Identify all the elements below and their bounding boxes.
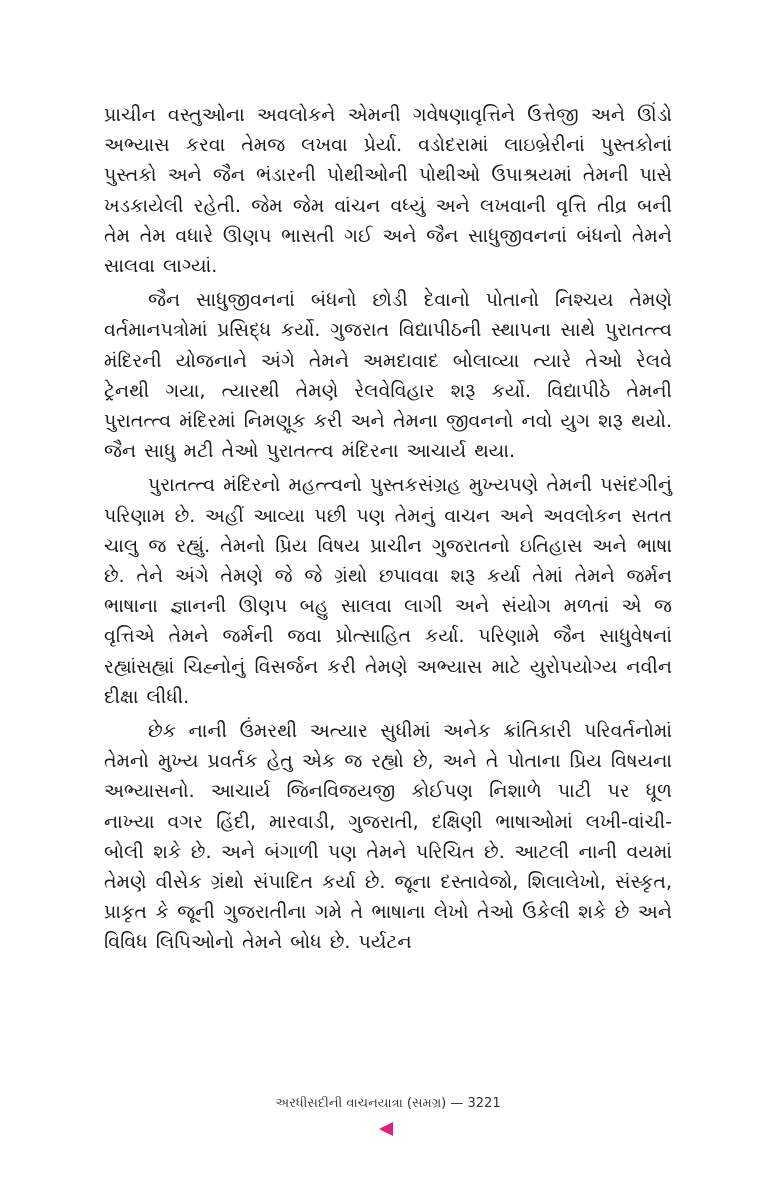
page-footer: અરધીસદીની વાચનયાત્રા (સમગ્ર) — 3221 <box>275 1096 501 1111</box>
paragraph-2: જૈન સાધુજીવનનાં બંધનો છોડી દેવાનો પોતાનો નિશ્ચય તેમણે વર્તમાનપત્રોમાં પ્રસિદ્ધ કર્યો. ગુજરાત વિદ્યાપીઠની સ્થાપના સાથે પુરાતત્ત્વ મંદિરની યોજનાને અંગે તેમને અમદાવાદ બોલાવ્યા ત્યારે તેઓ રેલવે ટ્રેનથી ગયા, ત્યારથી તેમણે રેલવેવિહાર શરૂ કર્યો. વિદ્યાપીઠે તેમની પુરાતત્ત્વ મંદિરમાં નિમણૂક કરી અને તેમના જીવનનો નવો યુગ શરૂ થયો. જૈન સાધુ મટી તેઓ પુરાતત્ત્વ મંદિરના આચાર્ય થયા. <box>104 289 672 463</box>
previous-page-arrow-icon[interactable] <box>379 1122 393 1136</box>
paragraph-1: પ્રાચીન વસ્તુઓના અવલોકને એમની ગવેષણાવૃત્તિને ઉત્તેજી અને ઊંડો અભ્યાસ કરવા તેમજ લખવા પ્રેર્યા. વડોદરામાં લાઇબ્રેરીનાં પુસ્તકોનાં પુસ્તકો અને જૈન ભંડારની પોથીઓની પોથીઓ ઉપાશ્રયમાં તેમની પાસે ખડકાયેલી રહેતી. જેમ જેમ વાંચન વધ્યું અને લખવાની વૃત્તિ તીવ્ર બની તેમ તેમ વધારે ઊણપ ભાસતી ગઈ અને જૈન સાધુજીવનનાં બંધનો તેમને સાલવા લાગ્યાં. <box>104 104 672 278</box>
paragraph-3: પુરાતત્ત્વ મંદિરનો મહત્ત્વનો પુસ્તકસંગ્રહ મુખ્યપણે તેમની પસંદગીનું પરિણામ છે. અહીં આવ્યા પછી પણ તેમનું વાચન અને અવલોકન સતત ચાલુ જ રહ્યું. તેમનો પ્રિય વિષય પ્રાચીન ગુજરાતનો ઇતિહાસ અને ભાષા છે. તેને અંગે તેમણે જે જે ગ્રંથો છપાવવા શરૂ કર્યા તેમાં તેમને જર્મન ભાષાના જ્ઞાનની ઊણપ બહુ સાલવા લાગી અને સંયોગ મળતાં એ જ વૃત્તિએ તેમને જર્મની જવા પ્રોત્સાહિત કર્યા. પરિણામે જૈન સાધુવેષનાં રહ્યાંસહ્યાં ચિહ્નોનું વિસર્જન કરી તેમણે અભ્યાસ માટે યુરોપયોગ્ય નવીન દીક્ષા લીધી. <box>104 474 672 708</box>
body-text <box>104 100 672 958</box>
paragraph-4: છેક નાની ઉંમરથી અત્યાર સુધીમાં અનેક ક્રાંતિકારી પરિવર્તનોમાં તેમનો મુખ્ય પ્રવર્તક હેતુ એક જ રહ્યો છે, અને તે પોતાના પ્રિય વિષયના અભ્યાસનો. આચાર્ય જિનવિજયજી કોઈપણ નિશાળે પાટી પર ધૂળ નાખ્યા વગર હિંદી, મારવાડી, ગુજરાતી, દક્ષિણી ભાષાઓમાં લખી-વાંચી-બોલી શકે છે. અને બંગાળી પણ તેમને પરિચિત છે. આટલી નાની વયમાં તેમણે વીસેક ગ્રંથો સંપાદિત કર્યા છે. જૂના દસ્તાવેજો, શિલાલેખો, સંસ્કૃત, પ્રાકૃત કે જૂની ગુજરાતીના ગમે તે ભાષાના લેખો તેઓ ઉકેલી શકે છે અને વિવિધ લિપિઓનો તેમને બોધ છે. પર્યટન <box>104 720 672 954</box>
